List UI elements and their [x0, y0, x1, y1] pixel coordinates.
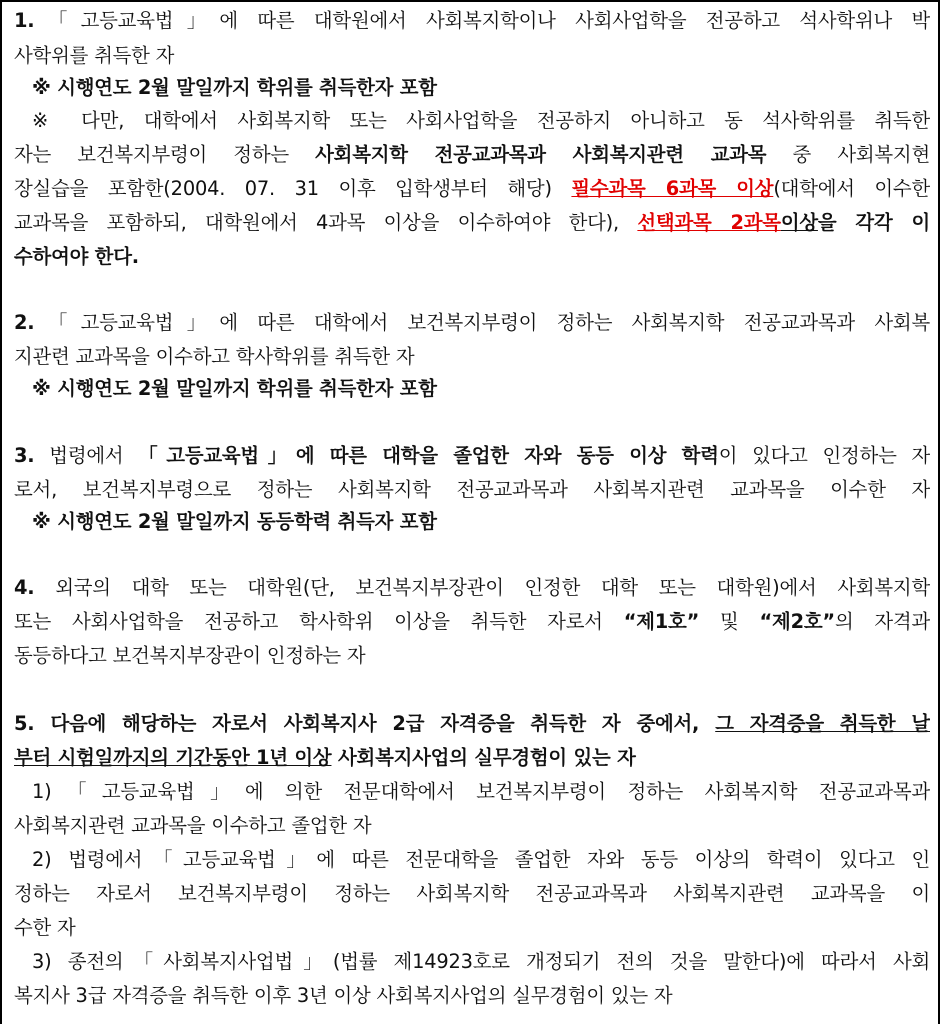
item-4-line-1 — [14, 571, 930, 605]
item-number: 3. — [14, 444, 35, 467]
item-1-proviso-line-4 — [14, 206, 930, 240]
item-2-line-1 — [14, 306, 930, 340]
text: 중 사회복지현 — [766, 143, 930, 166]
item-2-note — [32, 372, 930, 406]
text: 정하는 자로서 보건복지부령이 정하는 사회복지학 전공교과목과 사회복지관련 교과목을 이 — [14, 882, 930, 905]
text: 사학위를 취득한 자 — [14, 44, 175, 67]
text: 「고등교육법」에 따른 대학원에서 사회복지학이나 사회사업학을 전공하고 석사학위나 박 — [34, 9, 930, 32]
text: 수한 자 — [14, 916, 76, 939]
bold-text: 사회복지학 전공교과목과 사회복지관련 교과목 — [315, 143, 767, 166]
bold-text: 「고등교육법」에 따른 대학을 졸업한 자와 동등 이상 학력 — [138, 444, 719, 467]
text: (대학에서 이수한 — [773, 177, 930, 200]
text: 2) 법령에서 — [32, 848, 143, 871]
underline-text: 그 자격증을 취득한 날 — [715, 712, 930, 735]
item-number: 1. — [14, 9, 35, 32]
bold-underline-text: 이상 — [780, 211, 818, 234]
text: 「고등교육법」에 따른 대학에서 보건복지부령이 정하는 사회복지학 전공교과목과 사회복 — [34, 311, 930, 334]
sub-number: 1) — [32, 780, 52, 803]
text: 지관련 교과목을 이수하고 학사학위를 취득한 자 — [14, 345, 415, 368]
item-1-proviso-line-5 — [14, 240, 930, 274]
text: 동등하다고 보건복지부장관이 인정하는 자 — [14, 644, 366, 667]
item-3-note — [32, 505, 930, 539]
text: ※ 다만, 대학에서 사회복지학 또는 사회사업학을 전공하지 아니하고 동 석사학위를 취득한 — [32, 109, 930, 132]
text: 복지사 3급 자격증을 취득한 이후 3년 이상 사회복지사업의 실무경험이 있는 자 — [14, 984, 673, 1007]
item-1-proviso-line-2 — [14, 138, 930, 172]
underline-text: 부터 시험일까지의 기간동안 1년 이상 — [14, 746, 332, 769]
item-5-sub-1-line-2 — [14, 809, 930, 843]
note-text: ※ 시행연도 2월 말일까지 학위를 취득한자 포함 — [32, 76, 437, 99]
text: 「사회복지사업법」(법률 제14923호로 개정되기 전의 것을 말한다)에 따라서 사회 — [123, 950, 930, 973]
item-5-sub-2-line-3 — [14, 911, 930, 945]
text: 의 자격과 — [834, 610, 930, 633]
elective-courses-highlight: 선택과목 2과목 — [637, 211, 781, 234]
item-5-line-1 — [14, 707, 930, 741]
bold-text: “제2호” — [759, 610, 835, 633]
item-4-line-2 — [14, 605, 930, 639]
text: 로서, 보건복지부령으로 정하는 사회복지학 전공교과목과 사회복지관련 교과목을 이수한 자 — [14, 478, 930, 501]
text: 법령에서 — [34, 444, 139, 467]
item-5-line-2 — [14, 741, 930, 775]
item-4-line-3 — [14, 639, 930, 673]
item-5-sub-1-line-1 — [32, 775, 930, 809]
item-5-sub-2-line-2 — [14, 877, 930, 911]
item-1-note — [32, 71, 930, 105]
text: 사회복지관련 교과목을 이수하고 졸업한 자 — [14, 814, 372, 837]
item-1-proviso-line-3 — [14, 172, 930, 206]
text: 5. 다음에 해당하는 자로서 사회복지사 2급 자격증을 취득한 자 중에서, — [14, 712, 716, 735]
text: 및 — [699, 610, 760, 633]
note-text: ※ 시행연도 2월 말일까지 학위를 취득한자 포함 — [32, 377, 437, 400]
text: 교과목을 포함하되, 대학원에서 4과목 이상을 이수하여야 한다), — [14, 211, 638, 234]
item-5-sub-2-line-1 — [32, 843, 930, 877]
text: 3) 종전의 — [32, 950, 124, 973]
item-number: 4. — [14, 576, 35, 599]
required-courses-highlight: 필수과목 6과목 이상 — [571, 177, 774, 200]
bold-text: 을 각각 이 — [817, 211, 930, 234]
text: 이 있다고 인정하는 자 — [718, 444, 930, 467]
item-3-line-1 — [14, 439, 930, 473]
item-5-sub-3-line-2 — [14, 979, 930, 1013]
text: 또는 사회사업학을 전공하고 학사학위 이상을 취득한 자로서 — [14, 610, 624, 633]
text: 장실습을 포함한(2004. 07. 31 이후 입학생부터 해당) — [14, 177, 572, 200]
item-2-line-2 — [14, 340, 930, 374]
item-number: 2. — [14, 311, 35, 334]
text: 사회복지사업의 실무경험이 있는 자 — [331, 746, 636, 769]
text: 「고등교육법」에 의한 전문대학에서 보건복지부령이 정하는 사회복지학 전공교과목과 — [51, 780, 930, 803]
text: 자는 보건복지부령이 정하는 — [14, 143, 316, 166]
item-1-line-1 — [14, 4, 930, 38]
text: 외국의 대학 또는 대학원(단, 보건복지부장관이 인정한 대학 또는 대학원)에서 사회복지학 — [34, 576, 930, 599]
item-5-sub-3-line-1 — [32, 945, 930, 979]
text: 「고등교육법」에 따른 전문대학을 졸업한 자와 동등 이상의 학력이 있다고 인 — [142, 848, 930, 871]
note-text: ※ 시행연도 2월 말일까지 동등학력 취득자 포함 — [32, 510, 437, 533]
bold-text: “제1호” — [623, 610, 700, 633]
text: 수하여야 한다. — [14, 245, 139, 268]
item-3-line-2 — [14, 473, 930, 507]
item-1-proviso-line-1 — [32, 104, 930, 138]
item-1-line-2 — [14, 39, 930, 73]
